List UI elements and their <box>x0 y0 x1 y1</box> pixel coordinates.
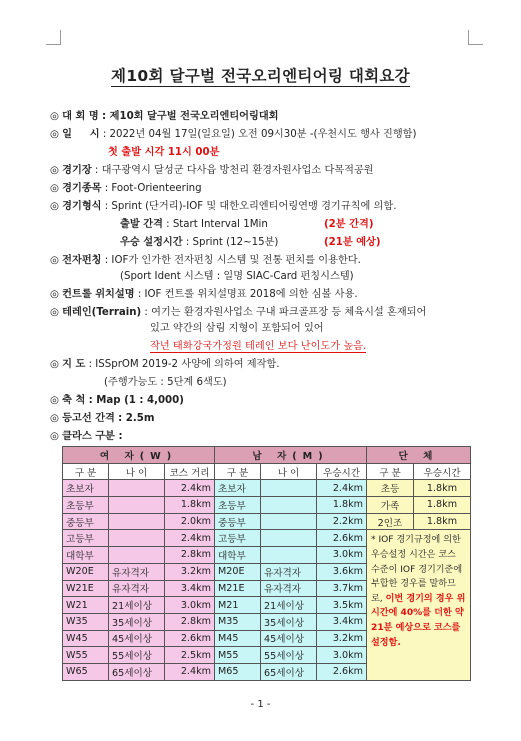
table-cell: 65세이상 <box>109 663 165 680</box>
class-table <box>62 446 471 681</box>
table-cell: 대학부 <box>63 547 109 564</box>
line-contour: ◎ 등고선 간격 : 2.5m <box>50 413 155 424</box>
sub-header-cell: 나 이 <box>109 463 165 480</box>
table-cell: W20E <box>63 563 109 580</box>
line-event-type: ◎ 경기종목 : Foot-Orienteering <box>50 183 202 194</box>
sub-header-cell: 코스 거리 <box>165 463 215 480</box>
table-cell: 2.4km <box>165 530 215 547</box>
table-cell: M65 <box>215 663 261 680</box>
table-cell: 2.4km <box>165 480 215 497</box>
line-format: ◎ 경기형식 : Sprint (단거리)-IOF 및 대한오리엔티어링연맹 경기규칙에 의함. <box>50 201 397 212</box>
table-cell: W21 <box>63 597 109 614</box>
table-cell: 중등부 <box>215 513 261 530</box>
line-terrain-cont: 있고 약간의 삼림 지형이 포함되어 있어 <box>150 323 324 334</box>
page-number: - 1 - <box>250 699 271 710</box>
table-cell: W65 <box>63 663 109 680</box>
table-cell <box>261 497 317 514</box>
line-date: ◎ 일 시 : 2022년 04월 17일(일요일) 오전 09시30분 -(우천시도 행사 진행함) <box>50 129 417 140</box>
table-cell <box>261 547 317 564</box>
table-cell: 3.0km <box>165 597 215 614</box>
line-terrain: ◎ 테레인(Terrain) : 여기는 환경자원사업소 구내 파크골프장 등 체육시설 혼재되어 <box>50 307 427 318</box>
line-punching: ◎ 전자펀칭 : IOF가 인가한 전자펀칭 시스템 및 전통 펀치를 이용한다. <box>50 255 361 266</box>
table-cell: 가족 <box>367 497 414 514</box>
line-map: ◎ 지 도 : ISSprOM 2019-2 사양에 의하여 제작함. <box>50 359 280 370</box>
table-cell: 35세이상 <box>109 613 165 630</box>
line-winning-time: 우승 설정시간 : Sprint (12~15분) (21분 예상) <box>120 237 381 248</box>
line-first-start: 첫 출발 시각 11시 00분 <box>108 147 220 158</box>
table-cell: 2.8km <box>165 547 215 564</box>
line-punching-system: (Sport Ident 시스템 : 일명 SIAC-Card 펀칭시스템) <box>120 271 354 282</box>
header-group: 단 체 <box>367 447 471 464</box>
table-sub-header-row <box>63 463 471 480</box>
line-event-name: ◎ 대 회 명 : 제10회 달구벌 전국오리엔티어링대회 <box>50 111 279 122</box>
table-cell: 3.6km <box>317 563 367 580</box>
table-cell: 2.2km <box>317 513 367 530</box>
table-cell: 3.5km <box>317 597 367 614</box>
table-cell: 유자격자 <box>109 580 165 597</box>
table-cell: W55 <box>63 647 109 664</box>
table-row <box>63 497 471 514</box>
table-cell: 유자격자 <box>261 580 317 597</box>
line-start-interval: 출발 간격 : Start Interval 1Min (2분 간격) <box>120 219 374 230</box>
table-cell: 45세이상 <box>109 630 165 647</box>
table-cell: 2.8km <box>165 613 215 630</box>
table-cell: 35세이상 <box>261 613 317 630</box>
table-cell: 대학부 <box>215 547 261 564</box>
table-cell: W35 <box>63 613 109 630</box>
table-cell <box>109 497 165 514</box>
table-cell: 2.0km <box>165 513 215 530</box>
table-cell: 55세이상 <box>261 647 317 664</box>
line-map-runnability: (주행가능도 : 5단계 6색도) <box>104 377 227 388</box>
table-note <box>367 530 471 680</box>
table-cell: 3.2km <box>165 563 215 580</box>
table-cell: 65세이상 <box>261 663 317 680</box>
page-corner-mark-left <box>46 30 61 45</box>
table-cell: M21E <box>215 580 261 597</box>
table-cell: 3.2km <box>317 630 367 647</box>
table-cell: 고등부 <box>215 530 261 547</box>
table-cell: 초등부 <box>63 497 109 514</box>
table-cell: 초등 <box>367 480 414 497</box>
document-title: 제10회 달구벌 전국오리엔티어링 대회요강 <box>111 67 410 85</box>
table-cell <box>109 530 165 547</box>
table-cell <box>109 513 165 530</box>
table-cell: 1.8km <box>414 497 471 514</box>
line-venue: ◎ 경기장 : 대구광역시 달성군 다사읍 방천리 환경자원사업소 다목적공원 <box>50 165 374 176</box>
table-cell: 유자격자 <box>109 563 165 580</box>
table-cell: W45 <box>63 630 109 647</box>
sub-header-cell: 구 분 <box>367 463 414 480</box>
table-cell <box>109 547 165 564</box>
sub-header-cell: 구 분 <box>215 463 261 480</box>
table-cell <box>261 530 317 547</box>
table-cell <box>109 480 165 497</box>
table-cell: 55세이상 <box>109 647 165 664</box>
table-group-header-row <box>63 447 471 464</box>
table-cell: 초등부 <box>215 497 261 514</box>
table-cell: 중등부 <box>63 513 109 530</box>
table-cell: 45세이상 <box>261 630 317 647</box>
table-cell: M55 <box>215 647 261 664</box>
header-women: 여 자(W) <box>63 447 215 464</box>
table-cell: 3.0km <box>317 647 367 664</box>
table-cell: 2.4km <box>165 663 215 680</box>
table-cell: 2인조 <box>367 513 414 530</box>
table-cell: 2.5km <box>165 647 215 664</box>
table-cell: 유자격자 <box>261 563 317 580</box>
line-classes: ◎ 클라스 구분 : <box>50 431 123 442</box>
table-cell: 2.4km <box>317 480 367 497</box>
table-cell: 1.8km <box>414 513 471 530</box>
sub-header-cell: 나 이 <box>261 463 317 480</box>
table-cell: 1.8km <box>414 480 471 497</box>
sub-header-cell: 구 분 <box>63 463 109 480</box>
table-cell: M35 <box>215 613 261 630</box>
line-terrain-difficulty: 작년 태화강국가정원 테레인 보다 난이도가 높음. <box>150 341 367 352</box>
table-cell <box>261 480 317 497</box>
line-scale: ◎ 축 척 : Map (1 : 4,000) <box>50 395 184 406</box>
sub-header-cell: 우승시간 <box>317 463 367 480</box>
table-cell: 21세이상 <box>261 597 317 614</box>
table-cell: M20E <box>215 563 261 580</box>
table-cell: 고등부 <box>63 530 109 547</box>
table-cell: 21세이상 <box>109 597 165 614</box>
table-cell: M21 <box>215 597 261 614</box>
table-cell: 3.7km <box>317 580 367 597</box>
table-cell: 1.8km <box>165 497 215 514</box>
table-row <box>63 513 471 530</box>
note-text: * IOF 경기규정에 의한 우승설정 시간은 코스 수준이 IOF 경기기준에 부합한 경우를 말하므로, <box>371 535 463 604</box>
table-cell: W21E <box>63 580 109 597</box>
note-text-emphasis: 이번 경기의 경우 위 시간에 40%를 더한 약 21분 예상으로 코스를 설정함. <box>371 593 466 648</box>
table-cell: 초보자 <box>215 480 261 497</box>
table-cell: 2.6km <box>317 530 367 547</box>
table-cell: 2.6km <box>317 663 367 680</box>
sub-header-cell: 우승시간 <box>414 463 471 480</box>
page-corner-mark-right <box>468 30 483 45</box>
table-cell: 1.8km <box>317 497 367 514</box>
line-control-description: ◎ 컨트롤 위치설명 : IOF 컨트롤 위치설명표 2018에 의한 심볼 사용. <box>50 289 358 300</box>
table-cell: 3.4km <box>165 580 215 597</box>
table-cell: 3.4km <box>317 613 367 630</box>
header-men: 남 자(M) <box>215 447 367 464</box>
table-row <box>63 480 471 497</box>
table-cell: 3.0km <box>317 547 367 564</box>
table-cell: 2.6km <box>165 630 215 647</box>
table-cell: M45 <box>215 630 261 647</box>
table-cell <box>261 513 317 530</box>
table-row <box>63 530 471 547</box>
table-cell: 초보자 <box>63 480 109 497</box>
